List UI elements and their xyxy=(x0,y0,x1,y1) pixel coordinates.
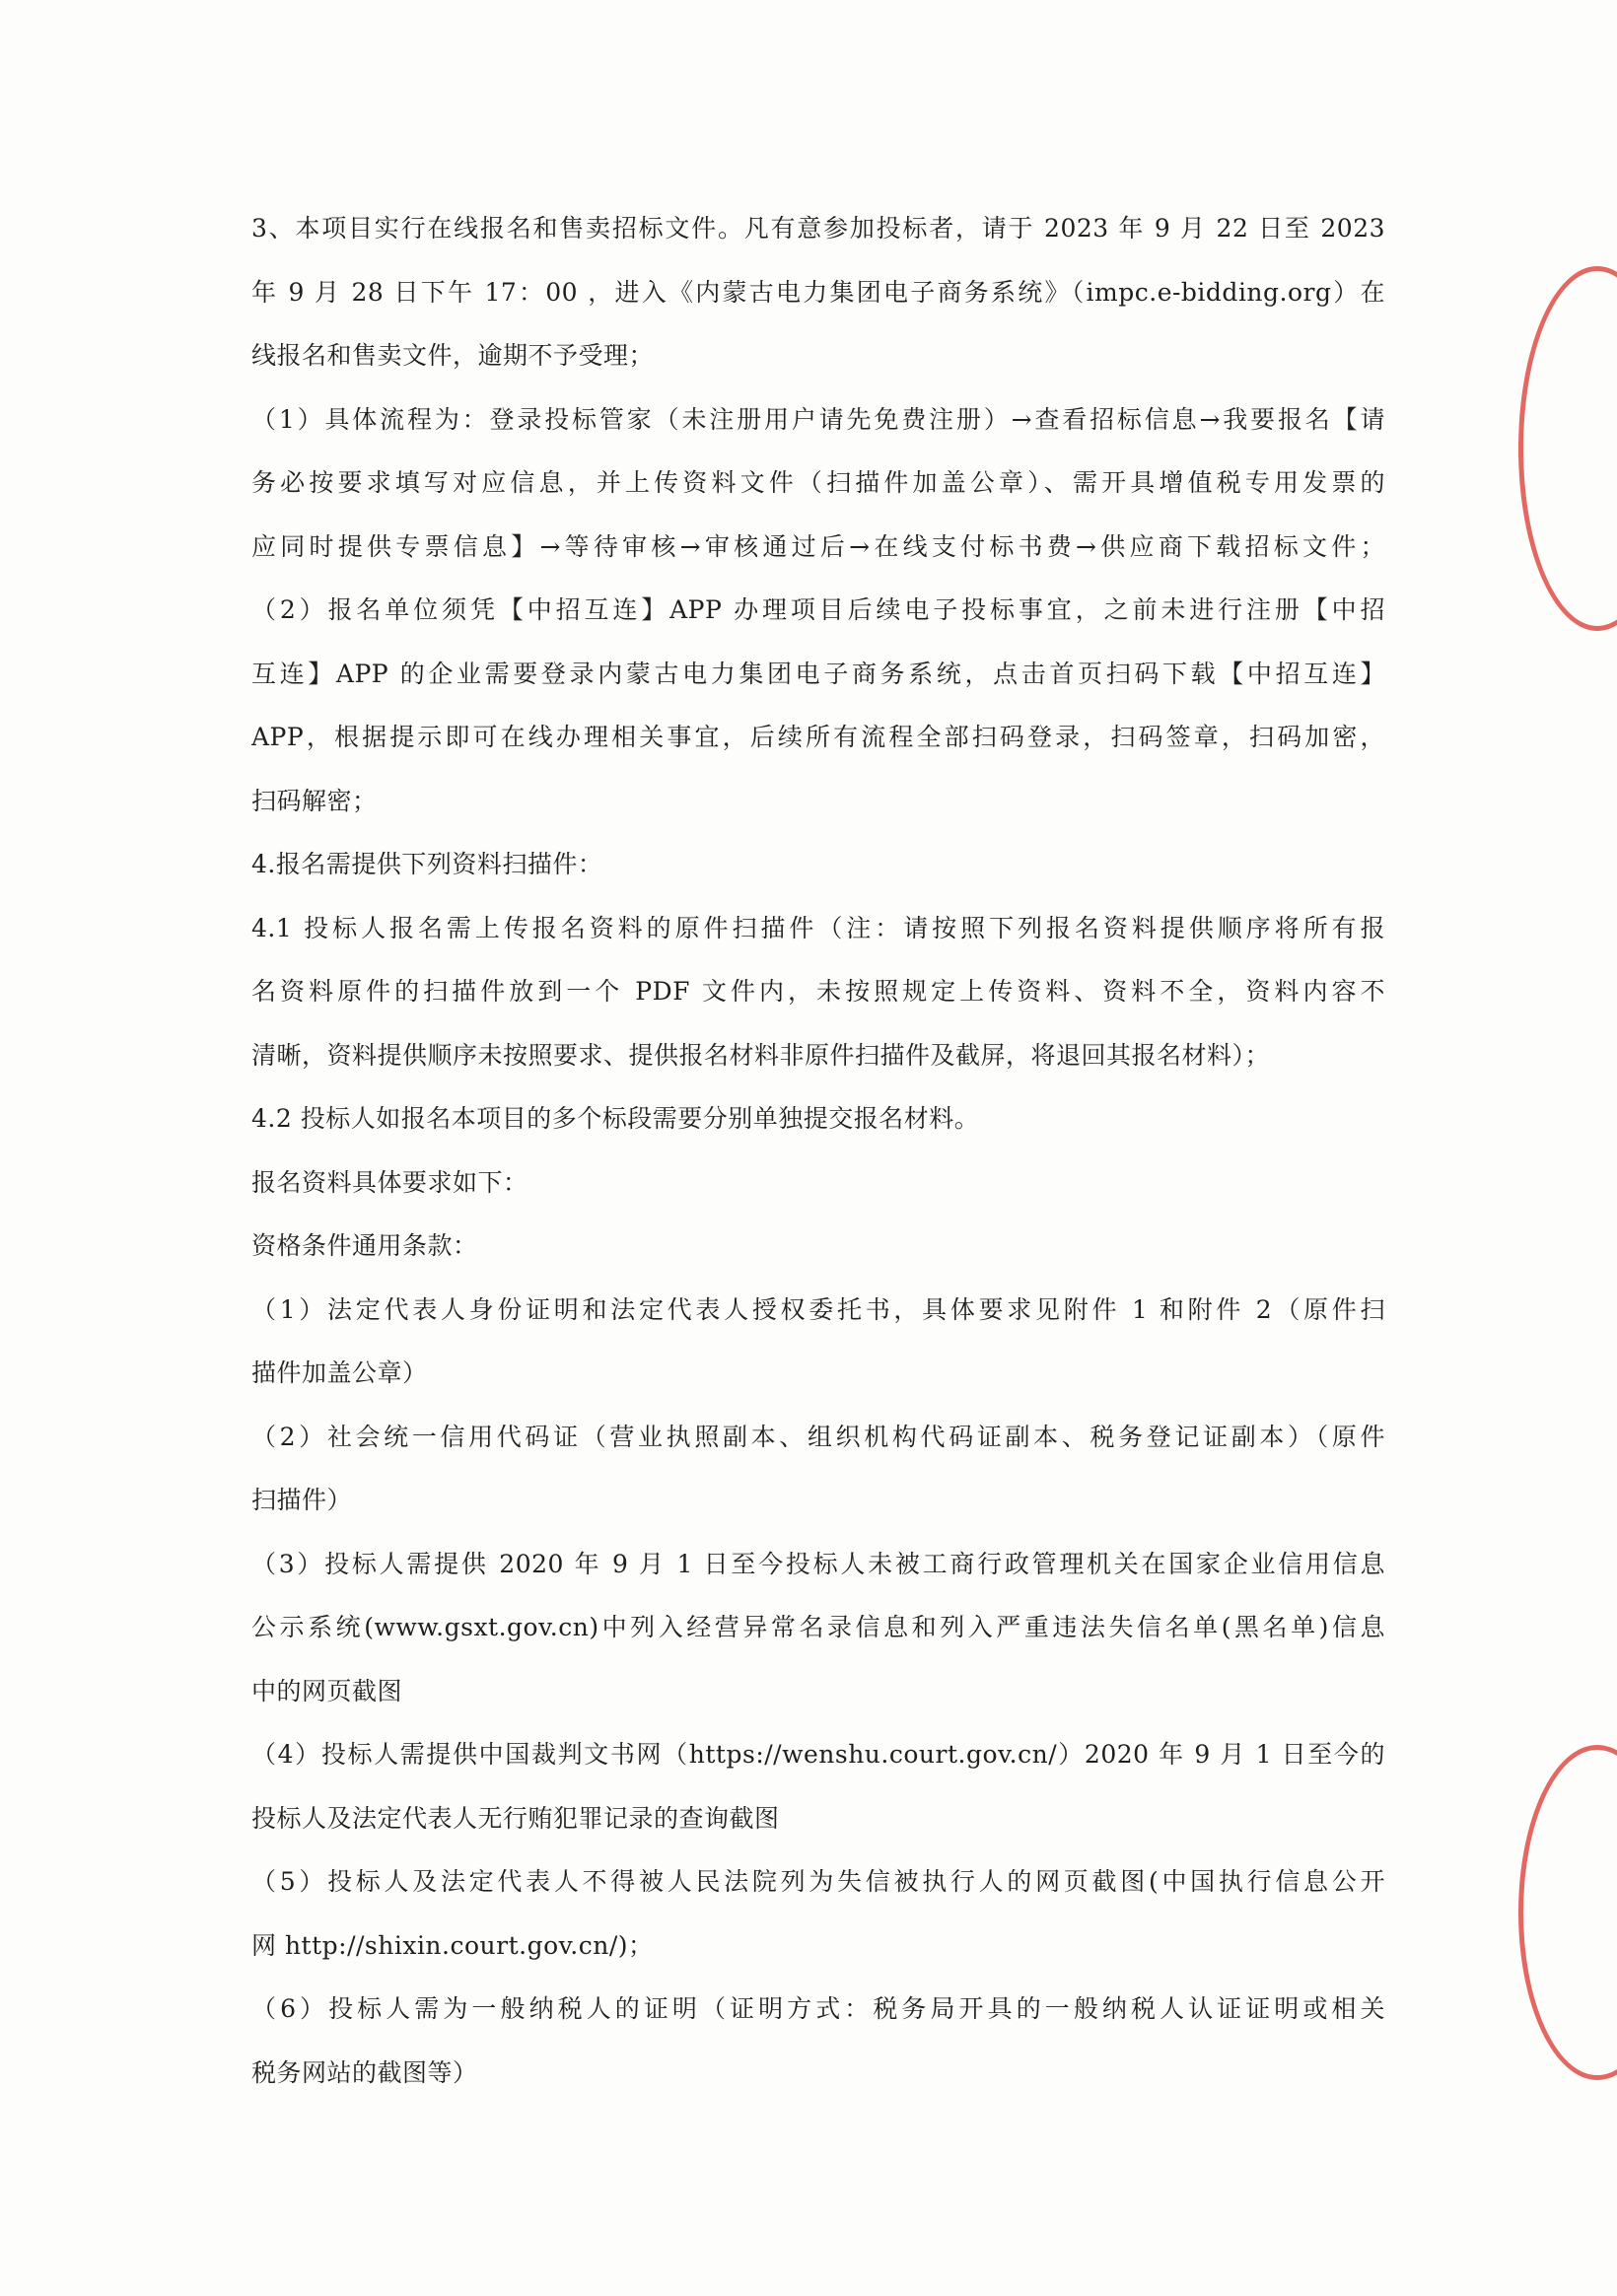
document-line: 4.1 投标人报名需上传报名资料的原件扫描件（注：请按照下列报名资料提供顺序将所有报 xyxy=(251,913,1385,942)
document-line: 描件加盖公章） xyxy=(251,1358,428,1387)
document-line: 务必按要求填写对应信息，并上传资料文件（扫描件加盖公章）、需开具增值税专用发票的 xyxy=(251,468,1385,497)
document-line: 互连】APP 的企业需要登录内蒙古电力集团电子商务系统，点击首页扫码下载【中招互连】 xyxy=(251,659,1385,688)
red-seal-bottom-fragment xyxy=(1518,1745,1617,2080)
document-line: （2）社会统一信用代码证（营业执照副本、组织机构代码证副本、税务登记证副本）（原件 xyxy=(251,1422,1385,1451)
document-line: （5）投标人及法定代表人不得被人民法院列为失信被执行人的网页截图(中国执行信息公开 xyxy=(251,1867,1385,1896)
document-line: （4）投标人需提供中国裁判文书网（https://wenshu.court.gov.cn/）2020 年 9 月 1 日至今的 xyxy=(251,1740,1385,1769)
document-line: 报名资料具体要求如下： xyxy=(251,1167,528,1197)
document-line: 4.报名需提供下列资料扫描件： xyxy=(251,850,603,878)
document-line: （1）法定代表人身份证明和法定代表人授权委托书，具体要求见附件 1 和附件 2（原件扫 xyxy=(251,1294,1385,1324)
document-line: 名资料原件的扫描件放到一个 PDF 文件内，未按照规定上传资料、资料不全，资料内容不 xyxy=(251,977,1385,1006)
document-line: 扫码解密； xyxy=(251,786,378,815)
document-line: 中的网页截图 xyxy=(251,1676,403,1705)
document-line: 网 http://shixin.court.gov.cn/)； xyxy=(251,1930,654,1960)
document-line: （2）报名单位须凭【中招互连】APP 办理项目后续电子投标事宜，之前未进行注册【中招 xyxy=(251,595,1385,624)
document-line: 4.2 投标人如报名本项目的多个标段需要分别单独提交报名材料。 xyxy=(251,1104,980,1133)
document-line: 线报名和售卖文件，逾期不予受理； xyxy=(251,341,655,370)
red-seal-top-fragment xyxy=(1518,266,1617,631)
document-line: 资格条件通用条款： xyxy=(251,1231,478,1260)
document-line: APP，根据提示即可在线办理相关事宜，后续所有流程全部扫码登录，扫码签章，扫码加密， xyxy=(251,723,1385,751)
document-line: （3）投标人需提供 2020 年 9 月 1 日至今投标人未被工商行政管理机关在国家企业信用信息 xyxy=(251,1549,1385,1578)
document-line: 税务网站的截图等） xyxy=(251,2057,478,2087)
document-line: 投标人及法定代表人无行贿犯罪记录的查询截图 xyxy=(251,1803,780,1833)
document-line: 扫描件） xyxy=(251,1486,353,1514)
document-line: 清晰，资料提供顺序未按照要求、提供报名材料非原件扫描件及截屏，将退回其报名材料）； xyxy=(251,1040,1271,1070)
document-line: （6）投标人需为一般纳税人的证明（证明方式：税务局开具的一般纳税人认证证明或相关 xyxy=(251,1994,1385,2023)
document-line: 应同时提供专票信息】→等待审核→审核通过后→在线支付标书费→供应商下载招标文件； xyxy=(251,531,1385,561)
document-body xyxy=(251,197,1385,2105)
document-line: （1）具体流程为：登录投标管家（未注册用户请先免费注册）→查看招标信息→我要报名【请 xyxy=(251,404,1385,434)
document-line: 公示系统(www.gsxt.gov.cn)中列入经营异常名录信息和列入严重违法失信名单(黑名单)信息 xyxy=(251,1613,1385,1641)
document-line: 3、本项目实行在线报名和售卖招标文件。凡有意参加投标者，请于 2023 年 9 月 22 日至 2023 xyxy=(251,214,1385,243)
document-line: 年 9 月 28 日下午 17：00 ，进入《内蒙古电力集团电子商务系统》（impc.e-bidding.org）在 xyxy=(251,277,1385,307)
